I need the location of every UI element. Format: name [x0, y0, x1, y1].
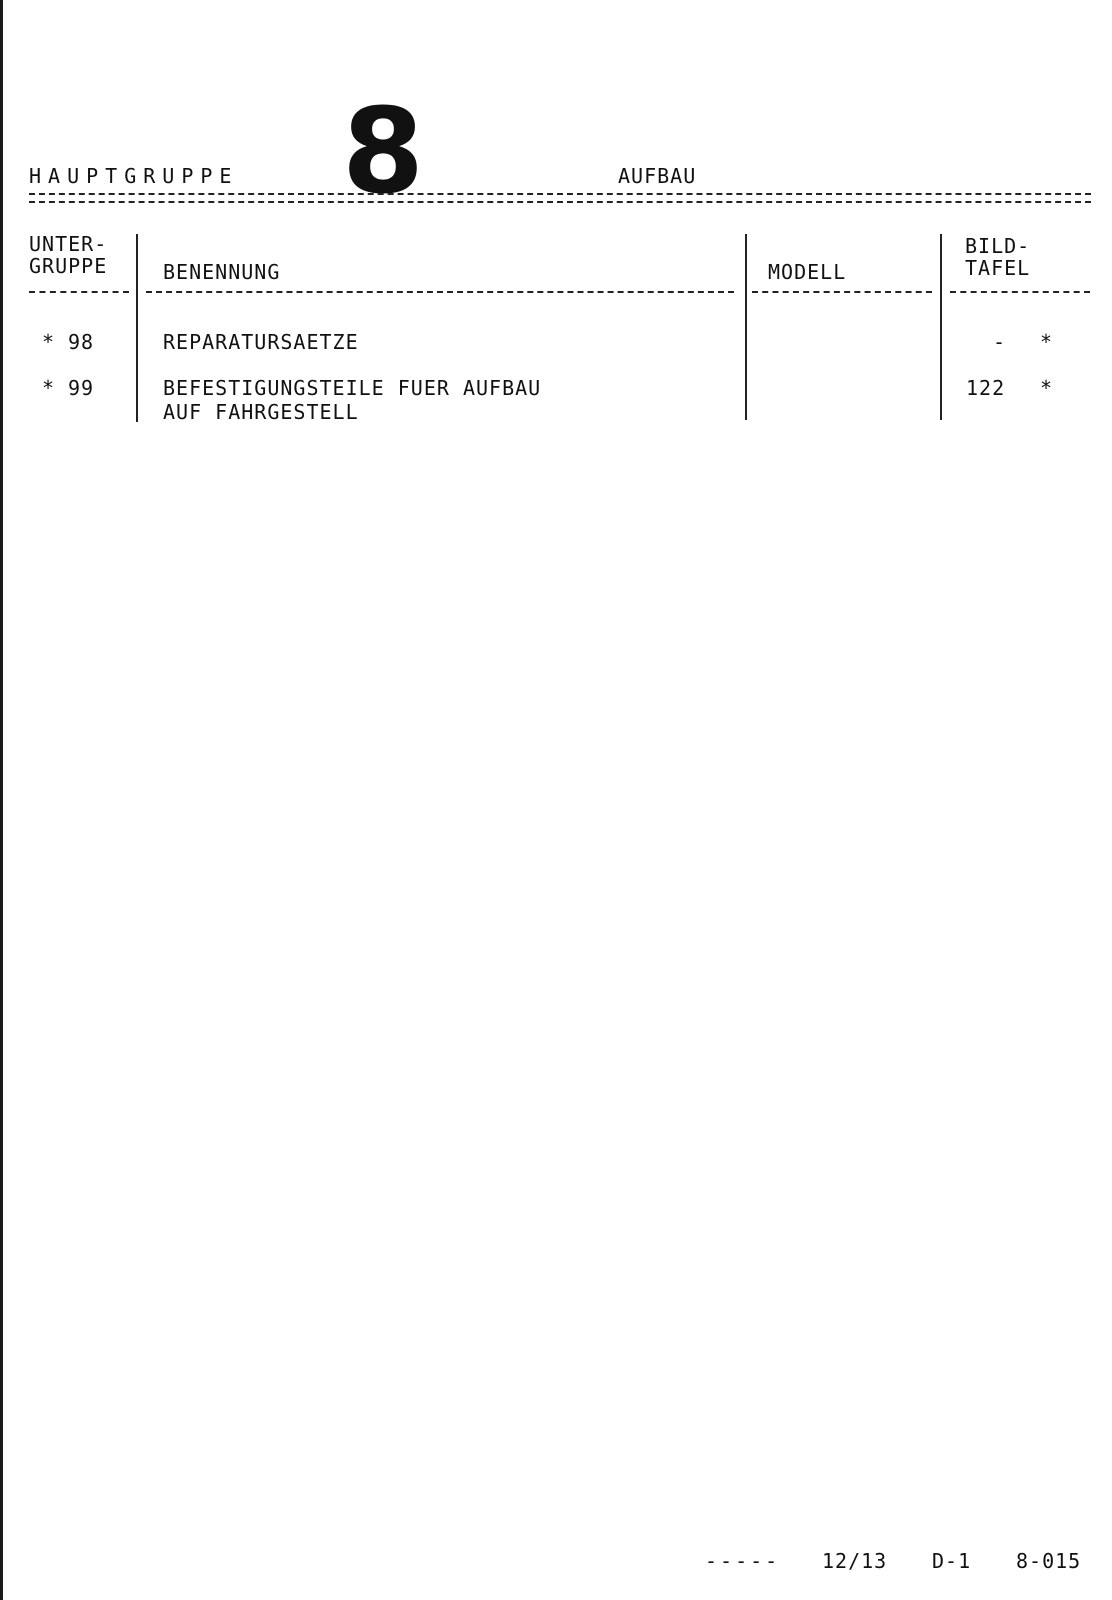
- row-end-marker: *: [1040, 376, 1054, 400]
- footer-code: D-1: [932, 1549, 972, 1573]
- col-bildtafel-line2: TAFEL: [965, 256, 1031, 280]
- header-underline-3: [752, 291, 932, 293]
- group-number: 8: [342, 82, 425, 220]
- footer-page-number: 8-015: [1016, 1549, 1082, 1573]
- col-untergruppe-line1: UNTER-: [29, 232, 108, 256]
- footer-dashes: -----: [705, 1549, 781, 1573]
- col-untergruppe-line2: GRUPPE: [29, 254, 108, 278]
- header-underline-4: [950, 291, 1090, 293]
- header-double-rule: [29, 193, 1091, 203]
- col-separator-2: [745, 234, 747, 420]
- group-label: HAUPTGRUPPE: [29, 164, 239, 188]
- row-marker: *: [42, 376, 56, 400]
- header-underline-2: [146, 291, 734, 293]
- col-modell: MODELL: [768, 260, 847, 284]
- row-bildtafel: -: [993, 330, 1007, 354]
- group-name: AUFBAU: [618, 164, 697, 188]
- row-untergruppe: 98: [68, 330, 95, 354]
- row-end-marker: *: [1040, 330, 1054, 354]
- col-separator-1: [136, 234, 138, 422]
- col-bildtafel-line1: BILD-: [965, 234, 1031, 258]
- col-benennung: BENENNUNG: [163, 260, 281, 284]
- left-margin-line: [0, 0, 3, 1600]
- col-separator-3: [940, 234, 942, 420]
- row-bildtafel: 122: [966, 376, 1006, 400]
- row-benennung-line2: AUF FAHRGESTELL: [163, 400, 359, 424]
- header-underline-1: [29, 291, 129, 293]
- row-untergruppe: 99: [68, 376, 95, 400]
- footer-date: 12/13: [822, 1549, 888, 1573]
- row-benennung: BEFESTIGUNGSTEILE FUER AUFBAU: [163, 376, 542, 400]
- row-benennung: REPARATURSAETZE: [163, 330, 359, 354]
- row-marker: *: [42, 330, 56, 354]
